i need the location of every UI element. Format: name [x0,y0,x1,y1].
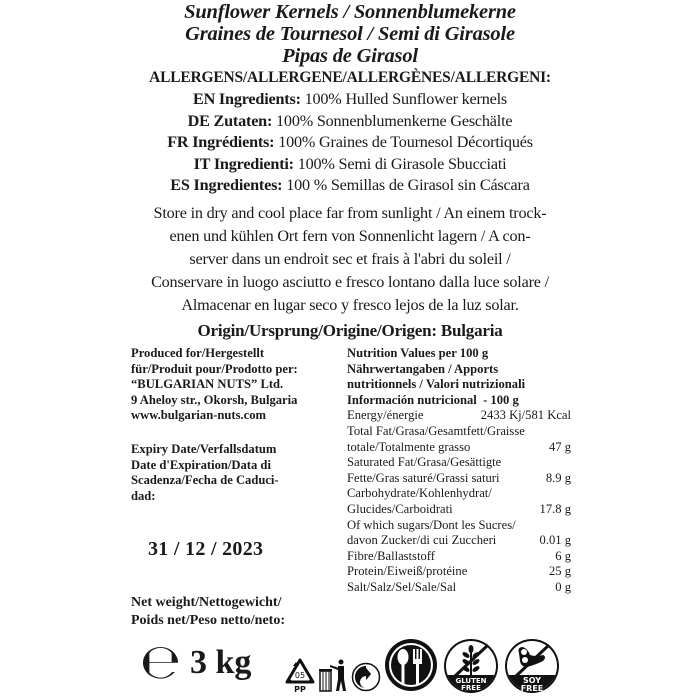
nutrition-row-sugars [347,533,571,549]
recycle-pp-icon [283,657,317,695]
nutrition-row-protein [347,564,571,580]
net-weight-label [131,594,285,630]
product-title [110,1,590,67]
producer-info [131,346,341,424]
nutrient-name: totale/Totalmente grasso [347,439,471,454]
expiry-label-line: Date d'Expiration/Data di [131,457,271,472]
producer-name: “BULGARIAN NUTS” Ltd. [131,377,284,391]
origin: Origin/Ursprung/Origine/Origen: Bulgaria [197,321,503,340]
estimated-sign-icon: ℮ [140,634,182,690]
title-line-3: Pipas de Girasol [282,45,418,67]
allergens-heading: ALLERGENS/ALLERGENE/ALLERGÈNES/ALLERGENI: [149,69,551,86]
expiry-date: 31 / 12 / 2023 [148,538,264,560]
net-weight-label-line: Poids net/Peso netto/neto: [131,613,285,628]
storage-instructions [110,202,590,317]
nutrient-value: 6 g [555,548,571,563]
nutrient-value: 25 g [548,564,571,579]
green-dot-recycling-icon [351,662,381,692]
nutrient-name: Salt/Salz/Sel/Sale/Sal [347,579,457,594]
svg-text:FREE: FREE [520,684,544,693]
ingredient-value: 100% Sonnenblumenkerne Geschälte [272,111,513,130]
nutrition-row-total-fat [347,440,571,456]
storage-line: Almacenar en lugar seco y fresco lejos de la luz solar. [181,296,519,314]
gluten-free-icon [442,637,500,695]
storage-line: server dans un endroit sec et frais à l'abri du soleil / [189,250,511,268]
title-line-1: Sunflower Kernels / Sonnenblumekerne [184,1,516,23]
producer-website: www.bulgarian-nuts.com [131,408,267,422]
nutrition-row-salt [347,580,571,596]
soy-free-icon [503,637,561,695]
nutrient-name: Total Fat/Grasa/Gesamtfett/Graisse [347,423,525,438]
nutrient-name: Carbohydrate/Kohlenhydrat/ [347,486,492,501]
nutrition-table [347,346,571,596]
storage-line: Conservare in luogo asciutto e fresco lontano dalla luce solare / [151,273,549,291]
svg-text:GLUTEN: GLUTEN [455,677,487,685]
ingredient-label: FR Ingrédients: [167,133,275,151]
storage-line: enen und kühlen Ort fern von Sonnenlicht lagern / A con- [169,227,531,245]
nutrient-name: Energy/énergie [347,408,424,423]
producer-address: 9 Aheloy str., Okorsh, Bulgaria [131,392,298,407]
nutrient-name: Protein/Eiweiß/protéine [347,564,468,579]
nutrient-name: Of which sugars/Dont les Sucres/ [347,517,516,532]
ingredient-value: 100% Graines de Tournesol Décortiqués [274,133,533,151]
nutrient-name: Saturated Fat/Grasa/Gesättigte [347,455,502,470]
expiry-label-line: Scadenza/Fecha de Caduci- [131,473,279,487]
producer-line: Produced for/Hergestellt [131,346,265,360]
ingredient-it [110,154,590,176]
expiry-label [131,442,341,504]
ingredient-label: EN Ingredients: [193,90,301,108]
svg-text:SOY: SOY [522,676,542,685]
nutrient-value: 0 g [555,579,571,594]
ingredient-label: DE Zutaten: [187,111,273,130]
nutrient-value: 47 g [548,439,571,454]
net-weight-value: 3 kg [190,644,252,681]
ingredient-value: 100% Hulled Sunflower kernels [300,90,507,108]
nutrition-header-line: nutritionnels / Valori nutrizionali [347,377,526,392]
ingredient-value: 100% Semi di Girasole Sbucciati [293,154,507,173]
ingredient-value: 100 % Semillas de Girasol sin Cáscara [282,176,530,194]
nutrient-value: 2433 Kj/581 Kcal [480,408,571,423]
svg-text:05: 05 [294,671,306,680]
nutrition-row-carbohydrate [347,502,571,518]
ingredient-de [110,111,590,133]
nutrient-name: Glucides/Carboidrati [347,501,453,516]
nutrient-value: 0.01 g [539,533,571,548]
nutrition-header-line: Información nutricional - 100 g [347,392,519,407]
ingredient-en [110,89,590,111]
ingredients-list [110,89,590,197]
nutrition-row-saturated-fat [347,471,571,487]
nutrition-row-energy [347,408,571,424]
nutrient-name: Fette/Gras saturé/Grassi saturi [347,470,500,485]
nutrition-header-line: Nährwertangaben / Apports [347,361,499,376]
tidy-man-disposal-icon [318,659,348,693]
ingredient-label: IT Ingredienti: [193,154,294,173]
nutrient-name: davon Zucker/di cui Zuccheri [347,533,497,548]
nutrient-value: 17.8 g [539,501,571,516]
ingredient-label: ES Ingredientes: [170,176,283,194]
nutrient-value: 8.9 g [545,470,571,485]
nutrition-row-fibre [347,549,571,565]
expiry-label-line: dad: [131,488,156,503]
svg-text:PP: PP [294,685,306,694]
expiry-label-line: Expiry Date/Verfallsdatum [131,442,277,456]
ingredient-es [110,175,590,197]
food-contact-icon [383,637,439,693]
net-weight-label-line: Net weight/Nettogewicht/ [131,595,282,610]
storage-line: Store in dry and cool place far from sunlight / An einem trock- [153,204,547,222]
nutrient-name: Fibre/Ballaststoff [347,548,435,563]
title-line-2: Graines de Tournesol / Semi di Girasole [185,23,515,45]
ingredient-fr [110,132,590,154]
svg-text:FREE: FREE [461,684,481,692]
nutrition-header-line: Nutrition Values per 100 g [347,346,489,360]
producer-line: für/Produit pour/Prodotto per: [131,361,298,376]
